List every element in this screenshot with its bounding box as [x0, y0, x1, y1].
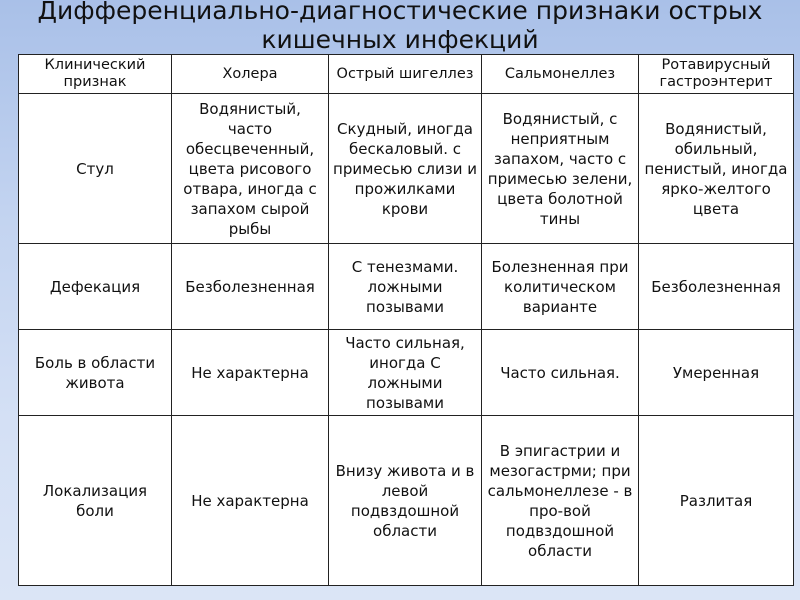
table-cell: Болезненная при колитическом варианте — [482, 244, 639, 330]
table-cell: С тенезмами. ложными позывами — [329, 244, 482, 330]
row-label-abdominal-pain: Боль в области живота — [19, 330, 172, 416]
table-cell: Часто сильная, иногда С ложными позывами — [329, 330, 482, 416]
table-cell: Внизу живота и в левой подвздошной области — [329, 416, 482, 586]
table-cell: Не характерна — [172, 330, 329, 416]
header-cell-clinical-sign: Клинический признак — [19, 55, 172, 94]
header-cell-shigellosis: Острый шигеллез — [329, 55, 482, 94]
slide-title-line-1: Дифференциально-диагностические признаки острых — [37, 0, 763, 25]
row-label-pain-location: Локализация боли — [19, 416, 172, 586]
table-cell: Водянистый, с неприятным запахом, часто с примесью зелени, цвета болотной тины — [482, 94, 639, 244]
table-cell: Безболезненная — [172, 244, 329, 330]
table-cell: Скудный, иногда бескаловый. с примесью слизи и прожилками крови — [329, 94, 482, 244]
row-label-stool: Стул — [19, 94, 172, 244]
row-label-defecation: Дефекация — [19, 244, 172, 330]
table-cell: Водянистый, часто обесцвеченный, цвета рисового отвара, иногда с запахом сырой рыбы — [172, 94, 329, 244]
slide-title-line-2: кишечных инфекций — [261, 25, 539, 54]
table-row — [19, 416, 794, 586]
header-cell-salmonellosis: Сальмонеллез — [482, 55, 639, 94]
table-header-row — [19, 55, 794, 94]
table-cell: Часто сильная. — [482, 330, 639, 416]
diagnostic-table — [18, 54, 794, 586]
table-row — [19, 244, 794, 330]
header-cell-cholera: Холера — [172, 55, 329, 94]
table-row — [19, 330, 794, 416]
table-cell: В эпигастрии и мезогастрми; при сальмонеллезе - в про-вой подвздошной области — [482, 416, 639, 586]
table-row — [19, 94, 794, 244]
table-cell: Водянистый, обильный, пенистый, иногда ярко-желтого цвета — [639, 94, 794, 244]
slide-title — [0, 0, 800, 54]
header-cell-rotavirus: Ротавирусный гастроэнтерит — [639, 55, 794, 94]
table-cell: Не характерна — [172, 416, 329, 586]
table-cell: Безболезненная — [639, 244, 794, 330]
table-cell: Умеренная — [639, 330, 794, 416]
table-cell: Разлитая — [639, 416, 794, 586]
